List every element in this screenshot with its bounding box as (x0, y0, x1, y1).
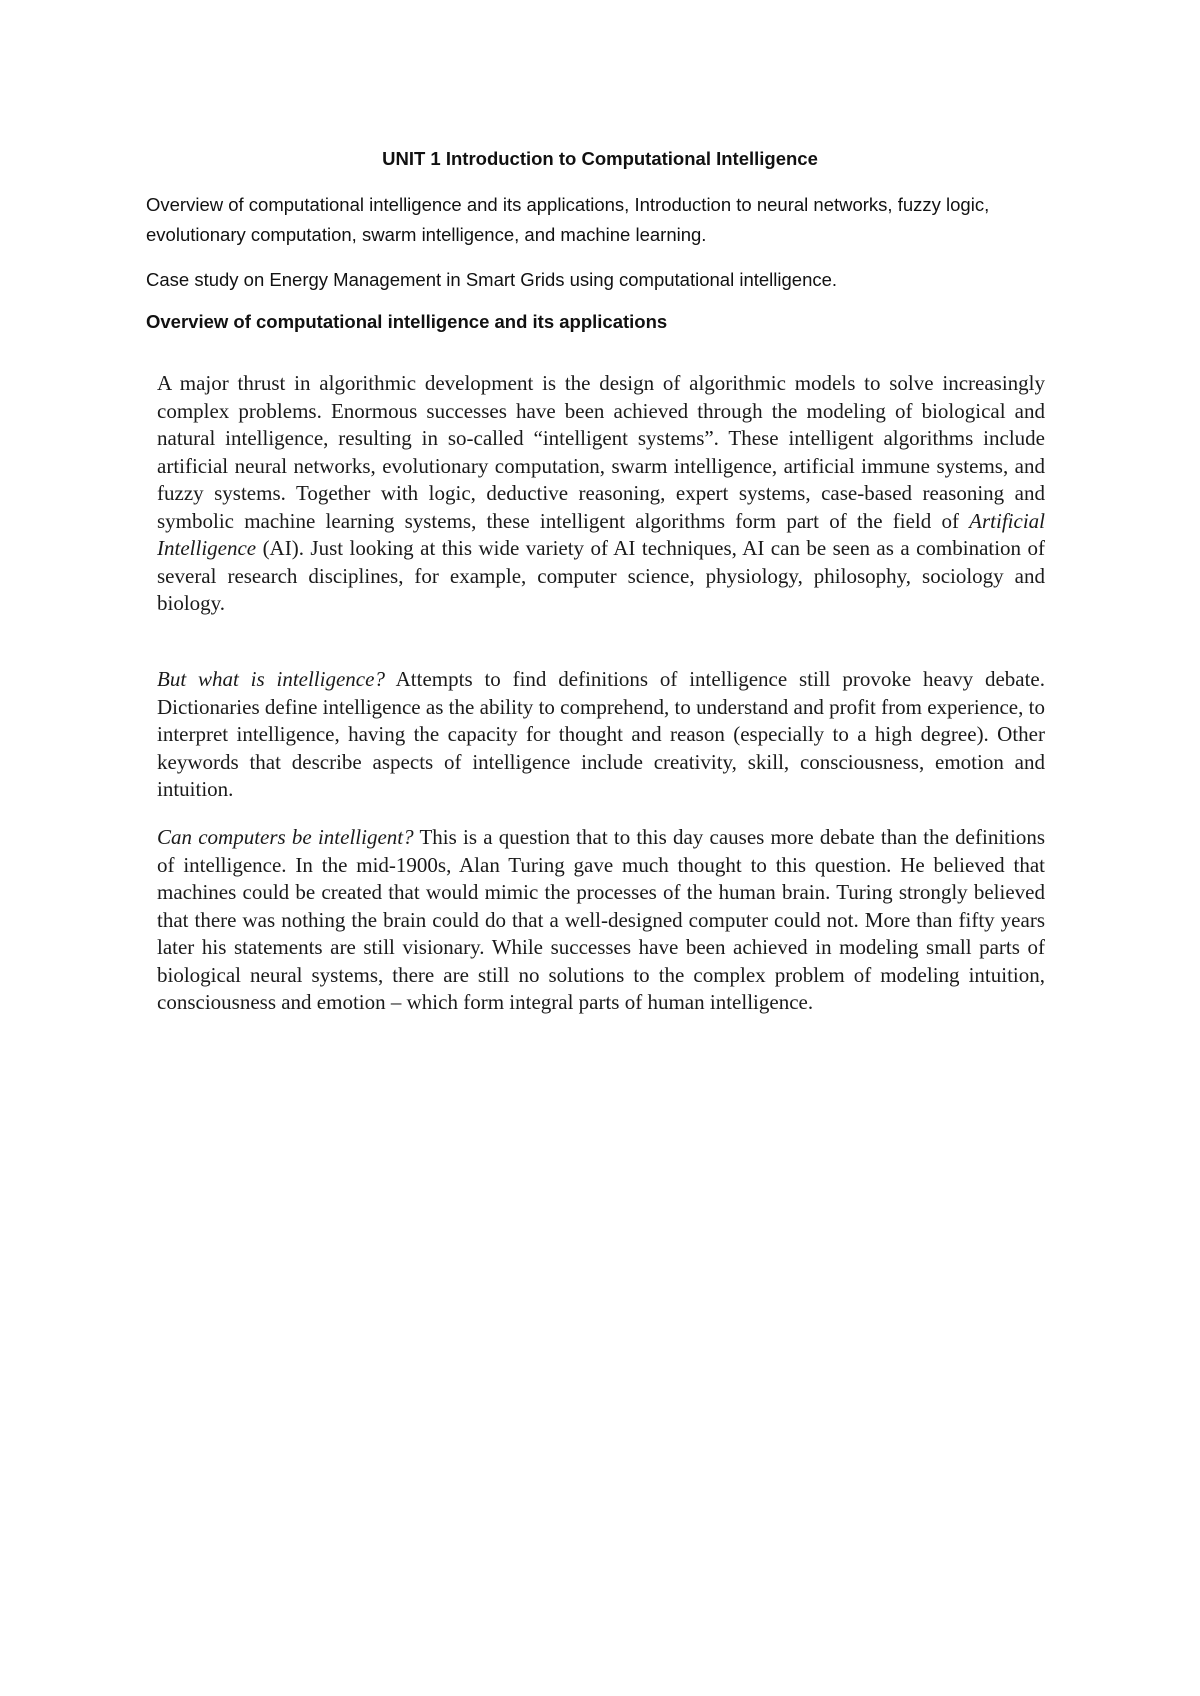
excerpt-p1-italic-term: Artificial Intelligence (157, 508, 1045, 560)
excerpt-p3-text: This is a question that to this day causes more debate than the definitions of intelligence. In the mid-1900s, Alan Turing gave much thought to this question. He believed that machines could be created that would mimic the processes of the human brain. Turing strongly believed that there was nothing the brain could do that a well-designed computer could not. More than fifty years later his statements are still visionary. While successes have been achieved in modeling small parts of biological neural systems, there are still no solutions to the complex problem of modeling intuition, consciousness and emotion – which form integral parts of human intelligence. (157, 825, 1045, 1014)
excerpt-paragraph-intelligence (157, 666, 1045, 804)
excerpt-p1-text-start: A major thrust in algorithmic development is the design of algorithmic models to solve increasingly complex problems. Enormous successes have been achieved through the modeling of biological and natural intelligence, resulting in so-called “intelligent systems”. These intelligent algorithms include artificial neural networks, evolutionary computation, swarm intelligence, artificial immune systems, and fuzzy systems. Together with logic, deductive reasoning, expert systems, case-based reasoning and symbolic machine learning systems, these intelligent algorithms form part of the field of (157, 371, 1045, 533)
unit-title: UNIT 1 Introduction to Computational Intelligence (382, 148, 818, 169)
excerpt-p2-question: But what is intelligence? (157, 667, 385, 691)
excerpt-paragraph-ai (157, 370, 1045, 618)
overview-paragraph: Overview of computational intelligence and its applications, Introduction to neural networks, fuzzy logic, evolutionary computation, swarm intelligence, and machine learning. (146, 194, 990, 245)
excerpt-paragraph-computers (157, 824, 1045, 1017)
excerpt-p2-text: Attempts to find definitions of intelligence still provoke heavy debate. Dictionaries define intelligence as the ability to comprehend, to understand and profit from experience, to interpret intelligence, having the capacity for thought and reason (especially to a high degree). Other keywords that describe aspects of intelligence include creativity, skill, consciousness, emotion and intuition. (157, 667, 1045, 801)
excerpt-p3-question: Can computers be intelligent? (157, 825, 414, 849)
excerpt-p1-text-end: (AI). Just looking at this wide variety of AI techniques, AI can be seen as a combination of several research disciplines, for example, computer science, physiology, philosophy, sociology and biology. (157, 536, 1045, 615)
section-heading: Overview of computational intelligence and its applications (146, 311, 668, 332)
case-study-paragraph: Case study on Energy Management in Smart Grids using computational intelligence. (146, 269, 838, 290)
